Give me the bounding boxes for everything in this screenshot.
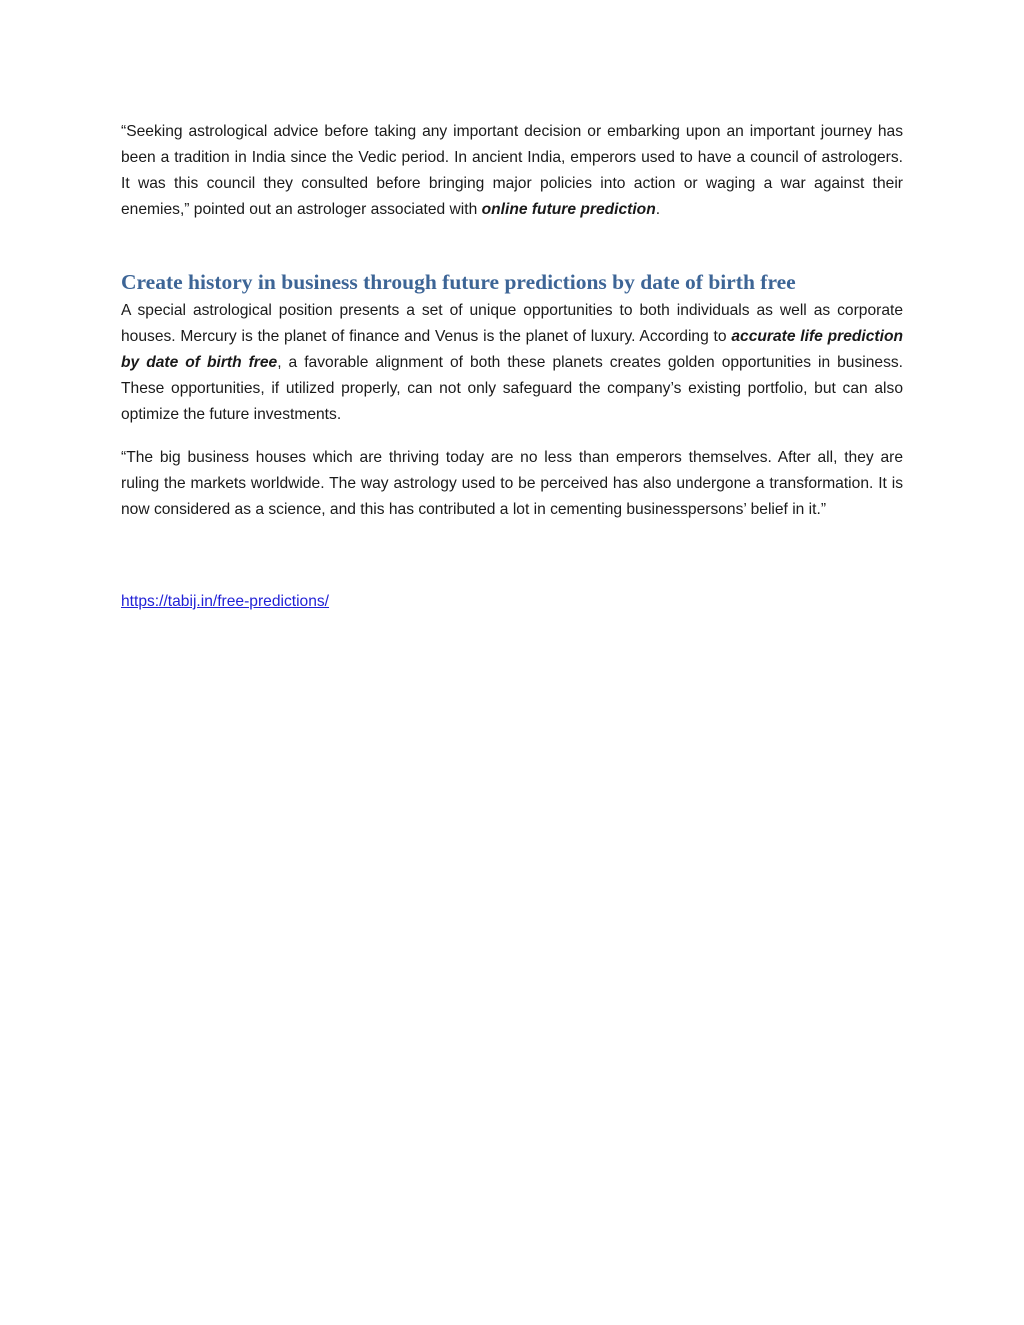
section-paragraph bbox=[121, 298, 903, 428]
section-paragraph-end: , a favorable alignment of both these planets creates golden opportunities in business. These opportunities, if utilized properly, can not only safeguard the company’s existing portfolio, but can also optimize the future investments. bbox=[121, 354, 903, 423]
intro-paragraph-end: . bbox=[655, 201, 661, 218]
section-heading: Create history in business through future predictions by date of birth free bbox=[121, 270, 796, 294]
intro-paragraph-text: “Seeking astrological advice before taking any important decision or embarking upon an important journey has been a tradition in India since the Vedic period. In ancient India, emperors used to have a council of astrologers. It was this council they consulted before bringing major policies into action or waging a war against their enemies,” pointed out an astrologer associated with bbox=[121, 123, 903, 218]
document-body bbox=[121, 119, 903, 615]
quote-paragraph: “The big business houses which are thriving today are no less than emperors themselves. After all, they are ruling the markets worldwide. The way astrology used to be perceived has also undergone a transformation. It is now considered as a science, and this has contributed a lot in cementing businesspersons’ belief in it.” bbox=[121, 449, 903, 518]
source-link[interactable]: https://tabij.in/free-predictions/ bbox=[121, 593, 330, 610]
intro-paragraph bbox=[121, 119, 903, 223]
section-paragraph-emphasis: accurate life prediction by date of birth free bbox=[121, 328, 903, 371]
section-paragraph-text: A special astrological position presents a set of unique opportunities to both individuals as well as corporate houses. Mercury is the planet of finance and Venus is the planet of luxury. According to bbox=[121, 302, 903, 345]
intro-paragraph-emphasis: online future prediction bbox=[481, 201, 656, 218]
